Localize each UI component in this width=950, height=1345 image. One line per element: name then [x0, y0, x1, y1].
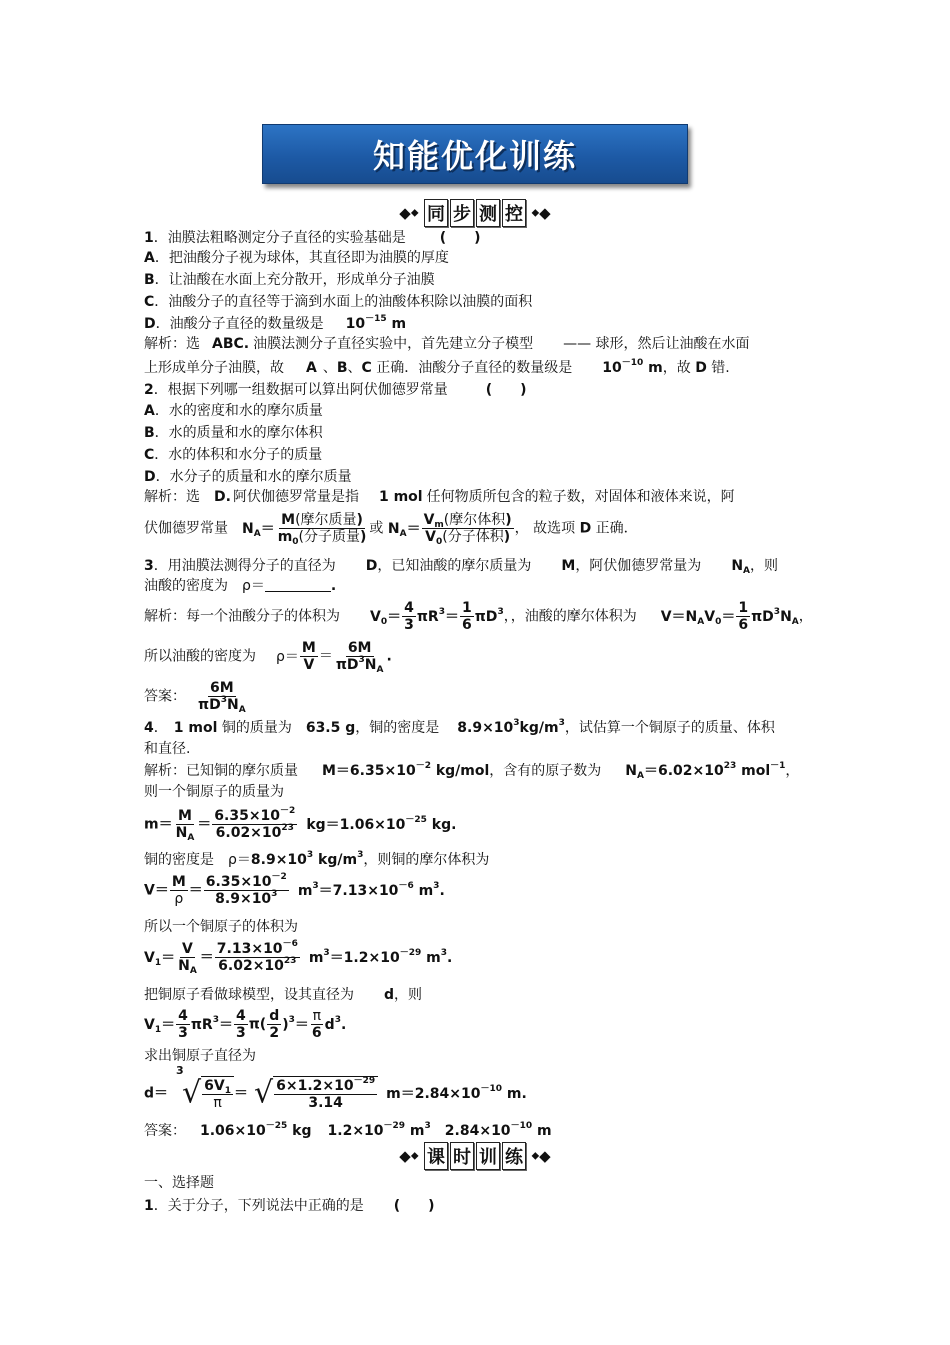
option-1d: D．油酸分子直径的数量级是 $10^{-15}$ m	[144, 314, 407, 332]
practice-question-1: 1．关于分子，下列说法中正确的是 ( )	[144, 1198, 435, 1214]
title-banner	[262, 124, 688, 184]
fraction: $\frac{V_m(摩尔体积)}{V_0(分子体积)}$	[423, 512, 512, 547]
solution-4-line1: 解析：已知铜的摩尔质量 $M=6.35\times 10^{-2}$ kg/mol，含有的原子数为 $N_A=6.02\times 10^{23}$ mol$^{-1}$，	[144, 761, 800, 781]
option-2b: B．水的质量和水的摩尔体积	[144, 425, 323, 441]
question-4: 4． 1 mol 铜的质量为 63.5 g，铜的密度是 $8.9\times 10^3kg/m^3$，试估算一个铜原子的质量、体积	[144, 718, 775, 736]
section-title-char: 课	[424, 1142, 448, 1170]
answer-4: 答案： $1.06\times 10^{-25}$ kg $1.2\times 10^{-29}$ $m^3$ $2.84\times 10^{-10}$ m	[144, 1121, 552, 1139]
copper-atom-diameter: d＝ 3 √ $\frac{6V_1}{\pi}$ ＝ √ $\frac{6\times 1.2\times 10^{-29}}{3.14}$ $m=2.84\times 10^{-10}$ m.	[144, 1064, 527, 1111]
copper-atom-mass: m＝ $\frac{M}{N_A}$ ＝ $\frac{6.35\times 10^{-2}}{6.02\times 10^{23}}$ $kg=1.06\times 10^{-25}$ kg.	[144, 806, 457, 843]
copper-atom-volume: $V_1=$ $\frac{V}{N_A}$ ＝ $\frac{7.13\times 10^{-6}}{6.02\times 10^{23}}$ $m^3=1.2\times 10^{-29}$ $m^3$.	[144, 939, 453, 976]
copper-molar-volume: V＝ $\frac{M}{\rho}$ ＝ $\frac{6.35\times 10^{-2}}{8.9\times 10^3}$ $m^3=7.13\times 10^{-6}$ $m^3$.	[144, 872, 445, 907]
diamond-icon: ◆	[410, 1150, 419, 1162]
solution-3-line1: 解析：每一个油酸分子的体积为 $V_0=$ $\frac{4}{3}$ $\pi R^3=$ $\frac{1}{6}$ $\pi D^3$，，油酸的摩尔体积为 $V=N_AV_0=$ $\frac{1}{6}$ $\pi D^3N_A$，	[144, 600, 813, 633]
section-title-char: 控	[502, 199, 526, 227]
solution-4-line7: 把铜原子看做球模型，设其直径为 d，则	[144, 987, 423, 1003]
diamond-icon: ◆	[531, 207, 540, 219]
diamond-icon: ◆	[399, 1147, 411, 1165]
question-2: 2．根据下列哪一组数据可以算出阿伏伽德罗常量 ( )	[144, 382, 527, 398]
section-title-char: 同	[424, 199, 448, 227]
solution-4-line9: 求出铜原子直径为	[144, 1048, 256, 1064]
section-2-heading: 一、选择题	[144, 1175, 214, 1191]
section-title-char: 时	[450, 1142, 474, 1170]
solution-4-density: 铜的密度是 $\rho=8.9\times 10^3$ $kg/m^3$，则铜的摩尔体积为	[144, 850, 490, 868]
section-title-char: 练	[502, 1142, 526, 1170]
solution-3-line2: 所以油酸的密度为 ρ＝ $\frac{M}{V}$ ＝ $\frac{6M}{\pi D^3N_A}$ .	[144, 640, 392, 675]
solution-1-line1: 解析：选 ABC. 油膜法测分子直径实验中，首先建立分子模型 —— 球形，然后让油酸在水面	[144, 336, 750, 352]
section-title-char: 步	[450, 199, 474, 227]
banner-title: 知能优化训练	[372, 137, 577, 175]
solution-2-line2: 伏伽德罗常量 $N_A=$ $\frac{\text{M(摩尔质量)}}{m_0(分子质量)}$ 或 $N_A=$ $\frac{V_m(摩尔体积)}{V_0(分子体积)}$ ， 故选项 D 正确．	[144, 512, 638, 547]
answer-blank	[265, 577, 331, 592]
fraction: $\frac{\text{M(摩尔质量)}}{m_0(分子质量)}$	[277, 512, 367, 547]
section-title-char: 训	[476, 1142, 500, 1170]
option-2c: C．水的体积和水分子的质量	[144, 447, 323, 463]
option-1c: C．油酸分子的直径等于滴到水面上的油酸体积除以油膜的面积	[144, 294, 533, 310]
diamond-icon: ◆	[531, 1150, 540, 1162]
question-4-line2: 和直径.	[144, 741, 191, 757]
question-3-line2: 油酸的密度为 ρ＝ .	[144, 578, 337, 594]
diamond-icon: ◆	[399, 204, 411, 222]
answer-3: 答案： $\frac{6M}{\pi D^3N_A}$	[144, 680, 246, 715]
solution-2-line1: 解析：选 D. 阿伏伽德罗常量是指 1 mol 任何物质所包含的粒子数，对固体和液体来说，阿	[144, 489, 735, 505]
section-header-sync	[360, 199, 590, 225]
solution-4-line5: 所以一个铜原子的体积为	[144, 919, 298, 935]
diamond-icon: ◆	[539, 204, 551, 222]
question-1: 1．油膜法粗略测定分子直径的实验基础是 ( )	[144, 230, 481, 246]
option-2d: D．水分子的质量和水的摩尔质量	[144, 469, 352, 485]
option-2a: A．水的密度和水的摩尔质量	[144, 403, 323, 419]
sphere-volume-formula: $V_1=$ $\frac{4}{3}$ $\pi R^3=$ $\frac{4}{3}$ π( $\frac{d}{2}$ )$^3$＝ $\frac{\pi}{6}$ $d^3$.	[144, 1008, 347, 1041]
solution-1-line2: 上形成单分子油膜，故 A 、B、C 正确．油酸分子直径的数量级是 $10^{-10}$ m，故 D 错.	[144, 358, 730, 376]
diamond-icon: ◆	[410, 207, 419, 219]
question-3: 3．用油膜法测得分子的直径为 D，已知油酸的摩尔质量为 M，阿伏伽德罗常量为 $N_A$，则	[144, 558, 778, 576]
section-header-lesson	[360, 1142, 590, 1168]
option-1b: B．让油酸在水面上充分散开，形成单分子油膜	[144, 272, 435, 288]
diamond-icon: ◆	[539, 1147, 551, 1165]
section-title-char: 测	[476, 199, 500, 227]
option-1a: A．把油酸分子视为球体，其直径即为油膜的厚度	[144, 250, 449, 266]
solution-4-line2: 则一个铜原子的质量为	[144, 784, 284, 800]
